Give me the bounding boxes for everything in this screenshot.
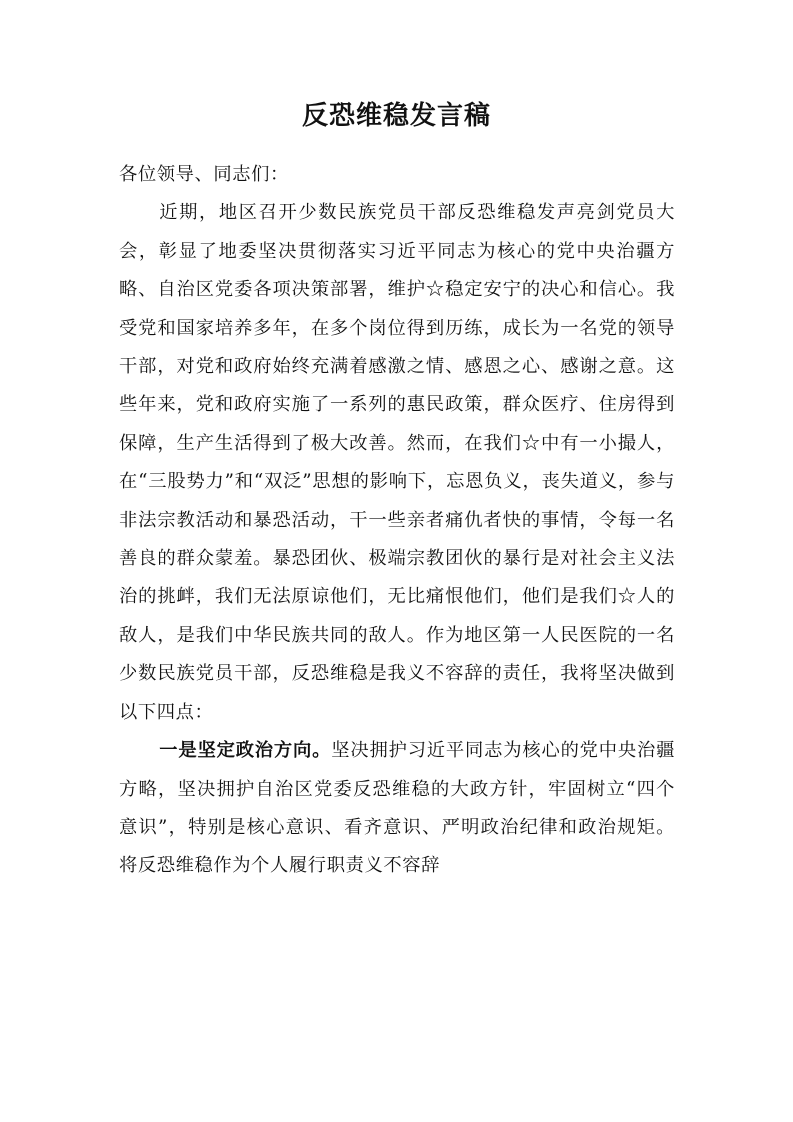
- document-title: 反恐维稳发言稿: [301, 101, 491, 131]
- point-1-text: 坚决拥护习近平同志为核心的党中央治疆方略，坚决拥护自治区党委反恐维稳的大政方针，牢固树立“四个意识”，特别是核心意识、看齐意识、严明政治纪律和政治规矩。将反恐维稳作为个人履行职责义不容辞: [119, 740, 675, 877]
- paragraph-point-1: [119, 732, 675, 886]
- paragraph-intro: 近期，地区召开少数民族党员干部反恐维稳发声亮剑党员大会，彰显了地委坚决贯彻落实习近平同志为核心的党中央治疆方略、自治区党委各项决策部署，维护☆稳定安宁的决心和信心。我受党和国家培养多年，在多个岗位得到历练，成长为一名党的领导干部，对党和政府始终充满着感激之情、感恩之心、感谢之意。这些年来，党和政府实施了一系列的惠民政策，群众医疗、住房得到保障，生产生活得到了极大改善。然而，在我们☆中有一小撮人，在“三股势力”和“双泛”思想的影响下，忘恩负义，丧失道义，参与非法宗教活动和暴恐活动，干一些亲者痛仇者快的事情，令每一名善良的群众蒙羞。暴恐团伙、极端宗教团伙的暴行是对社会主义法治的挑衅，我们无法原谅他们，无比痛恨他们，他们是我们☆人的敌人，是我们中华民族共同的敌人。作为地区第一人民医院的一名少数民族党员干部，反恐维稳是我义不容辞的责任，我将坚决做到以下四点：: [119, 202, 675, 723]
- salutation: 各位领导、同志们：: [119, 164, 289, 185]
- document-body: [119, 156, 675, 886]
- point-1-heading: 一是坚定政治方向。: [159, 740, 332, 762]
